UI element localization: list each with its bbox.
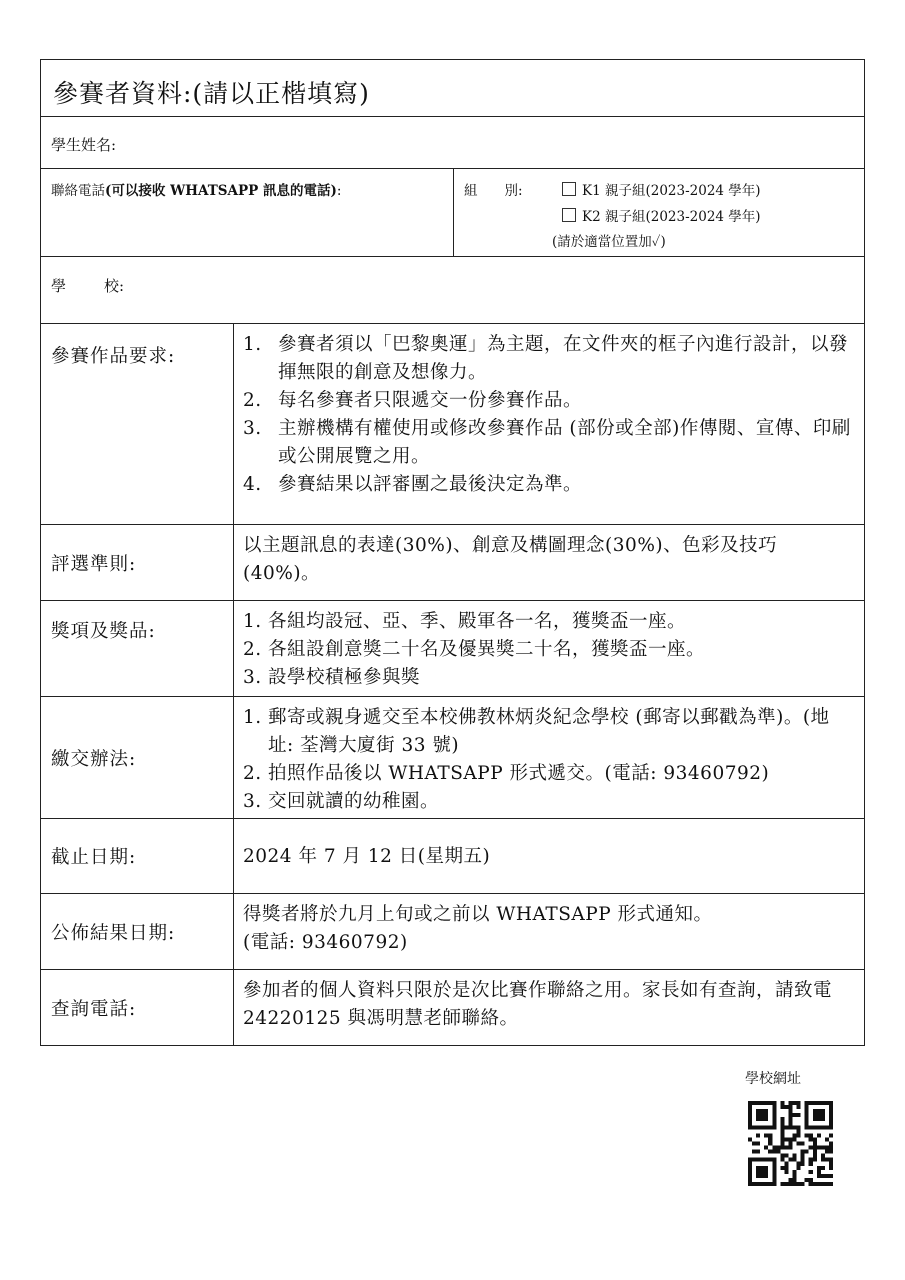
list-number: 2. <box>243 763 262 784</box>
list-item <box>243 387 854 415</box>
list-item <box>243 415 854 471</box>
prizes-list <box>243 608 854 692</box>
results-row <box>41 894 864 970</box>
submission-list <box>243 704 854 816</box>
school-row <box>41 257 864 324</box>
results-cell <box>234 894 864 969</box>
list-number: 3. <box>243 791 262 812</box>
deadline-text: 2024 年 7 月 12 日(星期五) <box>243 845 491 867</box>
criteria-text: 以主題訊息的表達(30%)、創意及構圖理念(30%)、色彩及技巧(40%)。 <box>243 535 778 584</box>
list-item <box>243 788 854 816</box>
results-label: 公佈結果日期: <box>41 894 234 969</box>
results-line-2: (電話: 93460792) <box>243 932 408 953</box>
list-text: 參賽者須以「巴黎奧運」為主題，在文件夾的框子內進行設計，以發揮無限的創意及想像力。 <box>278 334 849 383</box>
list-item <box>243 608 854 636</box>
entry-form <box>40 59 865 1046</box>
list-text: 設學校積極參與獎 <box>268 667 421 688</box>
list-text: 交回就讀的幼稚園。 <box>268 791 440 812</box>
deadline-row <box>41 819 864 894</box>
enquiry-label: 查詢電話: <box>41 970 234 1045</box>
student-name-label: 學生姓名: <box>51 136 117 154</box>
group-cell <box>454 169 864 256</box>
submission-label: 繳交辦法: <box>41 697 234 818</box>
group-option-k1-label: K1 親子組(2023-2024 學年) <box>582 183 761 199</box>
enquiry-row <box>41 970 864 1045</box>
list-number: 2. <box>243 390 262 411</box>
school-label-b: 校: <box>104 277 125 295</box>
criteria-row <box>41 525 864 601</box>
contact-phone-cell <box>41 169 454 256</box>
group-hint: (請於適當位置加✓) <box>552 234 666 250</box>
checkbox-k1[interactable] <box>562 182 576 196</box>
requirements-list <box>243 331 854 499</box>
prizes-label: 獎項及獎品: <box>41 601 234 696</box>
requirements-label: 參賽作品要求: <box>41 324 234 524</box>
group-label: 組 別: <box>464 183 523 199</box>
list-number: 1. <box>243 707 262 728</box>
list-item <box>243 471 854 499</box>
list-item <box>243 331 854 387</box>
qr-code-icon[interactable] <box>748 1101 833 1186</box>
form-title-row <box>41 60 864 117</box>
submission-row <box>41 697 864 819</box>
contact-group-row <box>41 169 864 257</box>
deadline-label: 截止日期: <box>41 819 234 893</box>
contact-label-colon: : <box>336 183 342 199</box>
list-number: 1. <box>243 611 262 632</box>
list-text: 各組設創意獎二十名及優異獎二十名，獲獎盃一座。 <box>268 639 706 660</box>
contact-label-note: (可以接收 WHATSAPP 訊息的電話) <box>105 183 337 199</box>
list-number: 3. <box>243 418 262 439</box>
list-item <box>243 664 854 692</box>
form-title: 參賽者資料:(請以正楷填寫) <box>53 79 370 108</box>
group-option-k2-label: K2 親子組(2023-2024 學年) <box>582 209 761 225</box>
list-number: 1. <box>243 334 262 355</box>
enquiry-text: 參加者的個人資料只限於是次比賽作聯絡之用。家長如有查詢，請致電 24220125 與馮明慧老師聯絡。 <box>243 980 833 1029</box>
results-line-1: 得獎者將於九月上旬或之前以 WHATSAPP 形式通知。 <box>243 904 713 925</box>
list-text: 各組均設冠、亞、季、殿軍各一名，獲獎盃一座。 <box>268 611 687 632</box>
list-number: 2. <box>243 639 262 660</box>
list-number: 4. <box>243 474 262 495</box>
requirements-row <box>41 324 864 525</box>
prizes-cell <box>234 601 864 696</box>
requirements-cell <box>234 324 864 524</box>
criteria-label: 評選準則: <box>41 525 234 600</box>
student-name-row <box>41 117 864 169</box>
list-item <box>243 760 854 788</box>
list-item <box>243 636 854 664</box>
list-text: 每名參賽者只限遞交一份參賽作品。 <box>278 390 583 411</box>
group-option-k2[interactable] <box>562 205 761 225</box>
list-text: 郵寄或親身遞交至本校佛教林炳炎紀念學校 (郵寄以郵戳為準)。(地址: 荃灣大廈街 33 號) <box>268 707 830 756</box>
list-text: 參賽結果以評審團之最後決定為準。 <box>278 474 583 495</box>
contact-label: 聯絡電話 <box>51 183 105 199</box>
list-item <box>243 704 854 760</box>
submission-cell <box>234 697 864 818</box>
qr-label: 學校網址 <box>745 1071 801 1087</box>
school-label-a: 學 <box>51 277 67 295</box>
checkbox-k2[interactable] <box>562 208 576 222</box>
list-number: 3. <box>243 667 262 688</box>
group-option-k1[interactable] <box>562 179 761 199</box>
list-text: 主辦機構有權使用或修改參賽作品 (部份或全部)作傳閱、宣傳、印刷或公開展覽之用。 <box>278 418 851 467</box>
list-text: 拍照作品後以 WHATSAPP 形式遞交。(電話: 93460792) <box>268 763 770 784</box>
prizes-row <box>41 601 864 697</box>
deadline-cell <box>234 819 864 893</box>
